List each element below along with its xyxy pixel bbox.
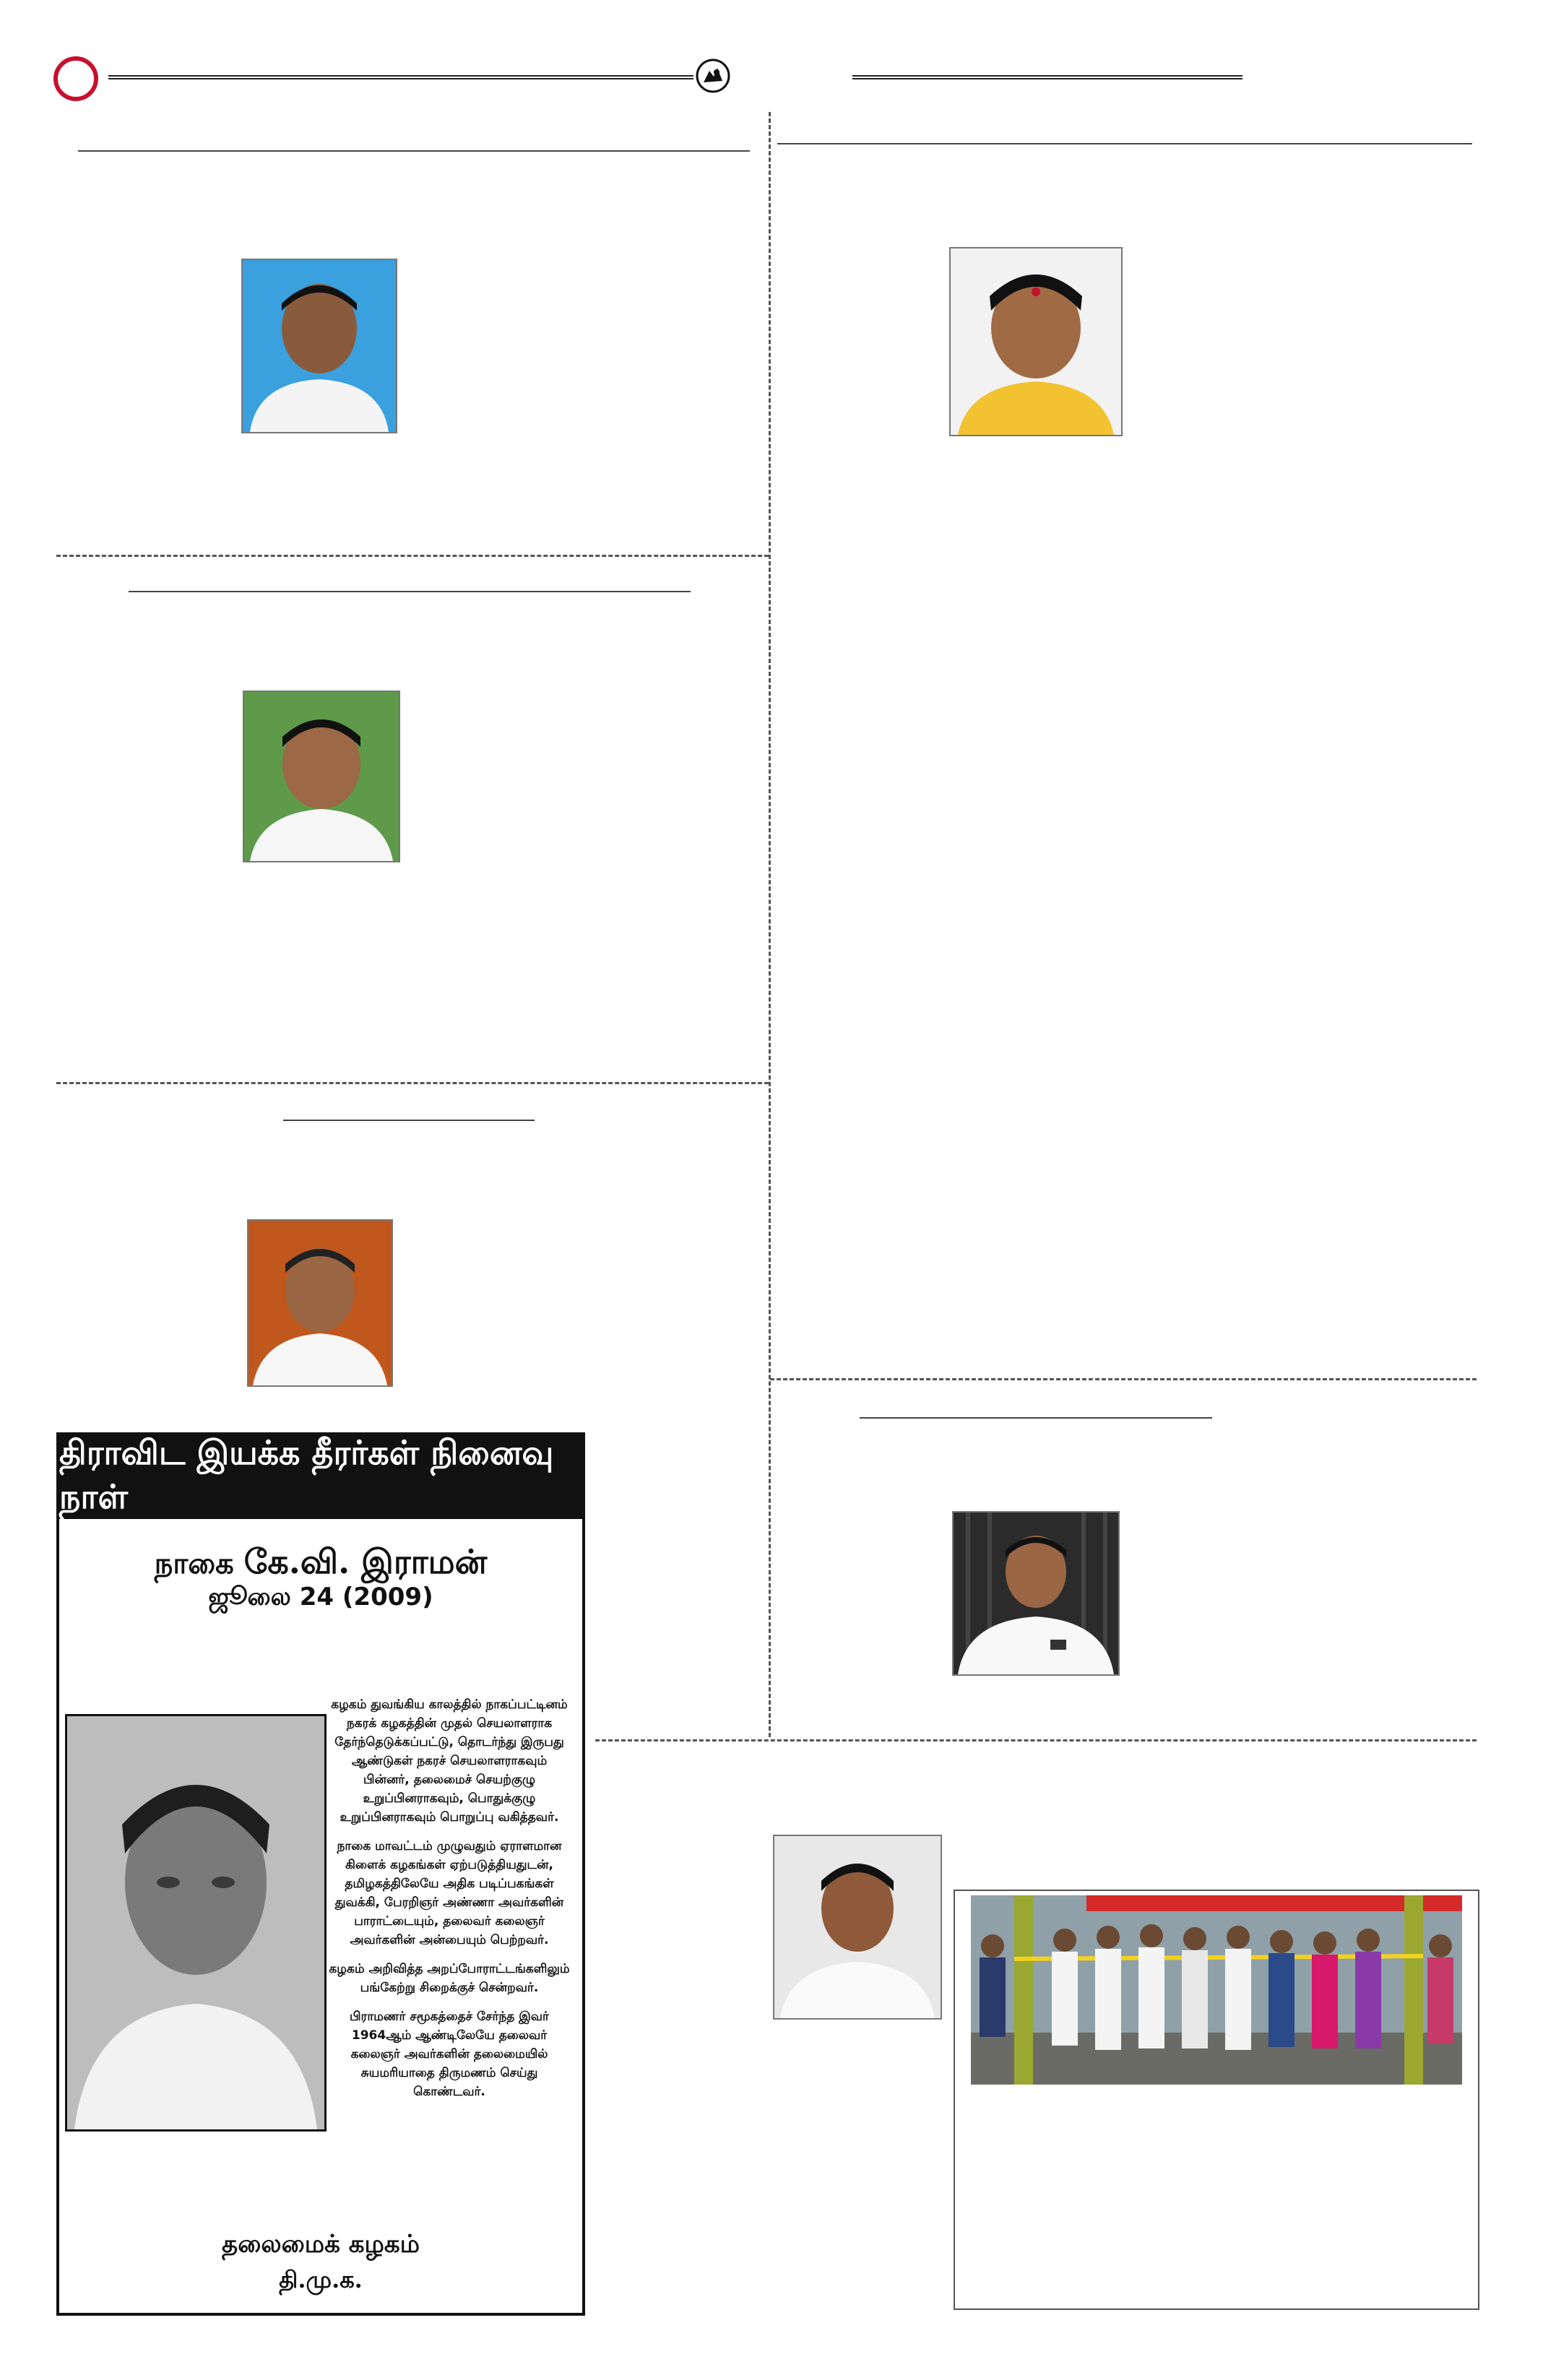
headline-rule-1	[78, 150, 750, 152]
tribute-name-prefix: நாகை	[154, 1546, 234, 1580]
event-crowd-photo	[971, 1895, 1462, 2085]
tribute-bio-para-1: கழகம் துவங்கிய காலத்தில் நாகப்பட்டினம் நகரக் கழகத்தின் முதல் செயலாளராக தேர்ந்தெடுக்கப்பட்டு, தொடர்ந்து இருபது ஆண்டுகள் நகரச் செயலாளராகவும் பின்னர், தலைமைச் செயற்குழு உறுப்பினராகவும், பொதுக்குழு உறுப்பினராகவும் பொறுப்பு வகித்தவர்.	[331, 1697, 568, 1825]
section-separator-3	[770, 1378, 1477, 1380]
tribute-date: ஜூலை 24 (2009)	[208, 1583, 433, 1611]
tribute-name-main: கே.வி. இராமன்	[243, 1542, 488, 1581]
tribute-name	[59, 1542, 582, 1586]
portrait-photo-3	[243, 691, 400, 862]
portrait-photo-5	[952, 1511, 1120, 1676]
tribute-footer-line-2: தி.மு.க.	[279, 2266, 363, 2293]
tribute-footer-line-1: தலைமைக் கழகம்	[222, 2230, 420, 2259]
tribute-bio-para-2: நாகை மாவட்டம் முழுவதும் ஏராளமான கிளைக் கழகங்கள் ஏற்படுத்தியதுடன், தமிழகத்திலேயே அதிக படிப்பகங்கள் துவக்கி, பேரறிஞர் அண்ணா அவர்களின் பாராட்டையும், தலைவர் கலைஞர் அவர்களின் அன்பையும் பெற்றவர்.	[334, 1839, 564, 1947]
header-circle-mark	[53, 56, 98, 101]
portrait-photo-4	[247, 1219, 393, 1387]
header-rule-left	[108, 75, 693, 79]
tribute-bio	[327, 1695, 572, 2111]
tribute-heading: திராவிட இயக்க தீரர்கள் நினைவு நாள்	[59, 1435, 582, 1519]
section-separator-4	[595, 1739, 1477, 1741]
tribute-portrait-photo	[65, 1714, 327, 2132]
column-divider	[769, 112, 771, 1737]
event-photo-box	[954, 1890, 1479, 2310]
section-separator-1	[56, 555, 769, 557]
headline-rule-2	[777, 143, 1472, 144]
tribute-bio-para-3: கழகம் அறிவித்த அறப்போராட்டங்களிலும் பங்கேற்று சிறைக்குச் சென்றவர்.	[329, 1962, 570, 1995]
portrait-photo-6	[773, 1835, 942, 2020]
section-separator-2	[56, 1082, 769, 1084]
portrait-photo-2	[949, 247, 1123, 436]
tribute-box	[56, 1432, 585, 2316]
headline-rule-4	[283, 1120, 535, 1121]
header-rule-right	[852, 75, 1242, 79]
headline-rule-3	[129, 591, 691, 592]
tribute-bio-para-4: பிராமணர் சமூகத்தைச் சேர்ந்த இவர் 1964ஆம் ஆண்டிலேயே தலைவர் கலைஞர் அவர்களின் தலைமையில் சுயமரியாதை திருமணம் செய்து கொண்டவர்.	[350, 2009, 549, 2099]
headline-rule-5	[860, 1417, 1212, 1419]
party-emblem-icon	[695, 58, 731, 94]
portrait-photo-1	[241, 259, 397, 433]
